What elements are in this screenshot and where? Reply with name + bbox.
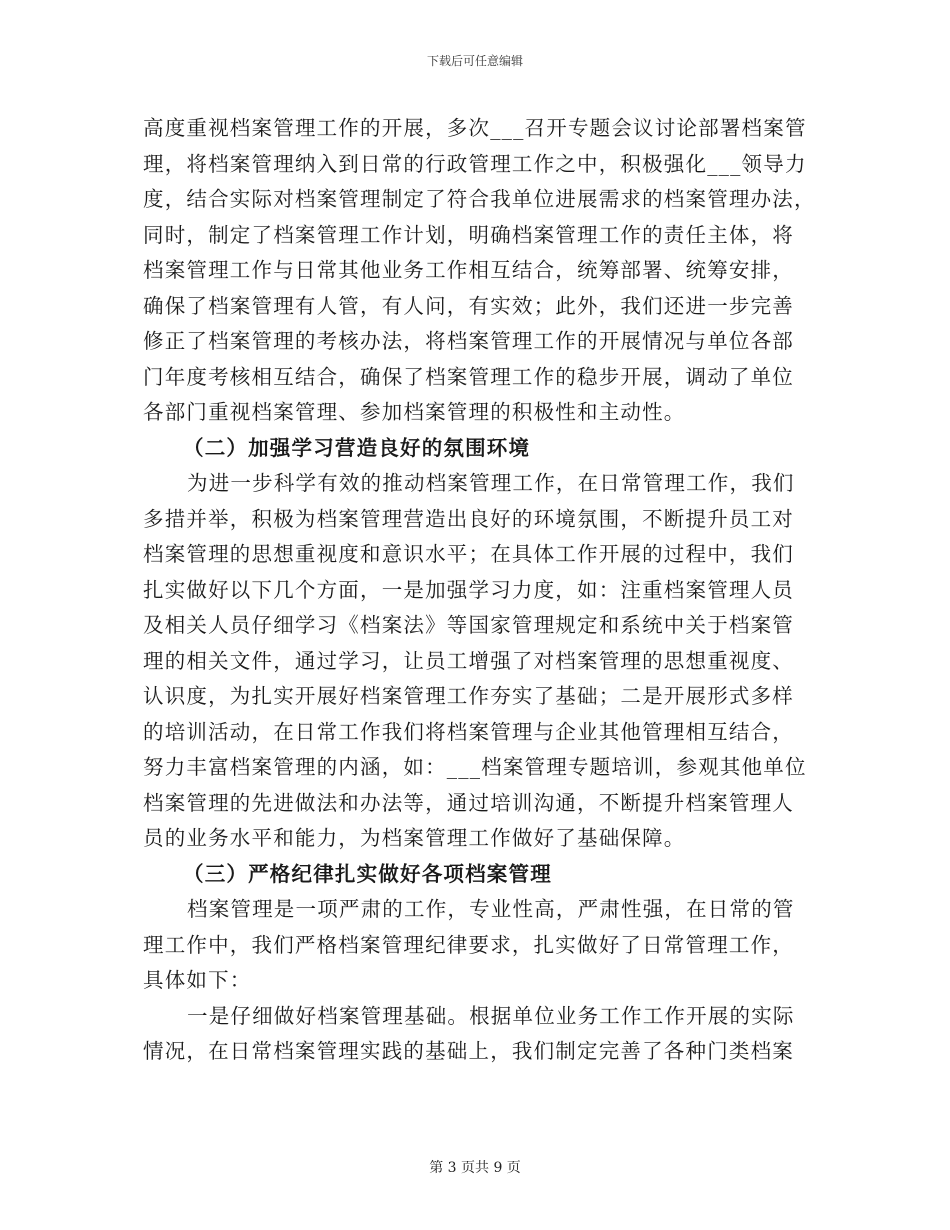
page-header-note: 下载后可任意编辑 <box>426 54 523 68</box>
paragraph-line: 扎实做好以下几个方面，一是加强学习力度，如：注重档案管理人员 <box>143 577 794 602</box>
paragraph-line: 具体如下： <box>143 968 252 992</box>
paragraph-line: 修正了档案管理的考核办法，将档案管理工作的开展情况与单位各部 <box>143 329 794 353</box>
paragraph-line: 为进一步科学有效的推动档案管理工作，在日常管理工作，我们 <box>187 471 795 495</box>
paragraph-line: 档案管理的思想重视度和意识水平；在具体工作开展的过程中，我们 <box>143 542 794 566</box>
paragraph-line: 同时，制定了档案管理工作计划，明确档案管理工作的责任主体，将 <box>143 222 794 247</box>
paragraph-line: 档案管理工作与日常其他业务工作相互结合，统筹部署、统筹安排， <box>143 258 794 282</box>
paragraph-line: 各部门重视档案管理、参加档案管理的积极性和主动性。 <box>143 400 686 424</box>
paragraph-line: 员的业务水平和能力，为档案管理工作做好了基础保障。 <box>143 826 686 850</box>
paragraph-line: 确保了档案管理有人管，有人问，有实效；此外，我们还进一步完善 <box>143 293 794 318</box>
paragraph-line: 档案管理的先进做法和办法等，通过培训沟通，不断提升档案管理人 <box>143 790 794 815</box>
paragraph-line: 努力丰富档案管理的内涵，如：___档案管理专题培训，参观其他单位 <box>143 755 807 779</box>
paragraph-line: 高度重视档案管理工作的开展，多次___召开专题会议讨论部署档案管 <box>143 116 807 140</box>
paragraph-line: 及相关人员仔细学习《档案法》等国家管理规定和系统中关于档案管 <box>143 613 794 637</box>
paragraph-line: 理，将档案管理纳入到日常的行政管理工作之中，积极强化___领导力 <box>143 151 807 176</box>
paragraph-line: 认识度，为扎实开展好档案管理工作夯实了基础；二是开展形式多样 <box>143 684 794 708</box>
paragraph-line: 理工作中，我们严格档案管理纪律要求，扎实做好了日常管理工作， <box>143 932 794 957</box>
paragraph-line: 多措并举，积极为档案管理营造出良好的环境氛围，不断提升员工对 <box>143 506 794 531</box>
paragraph-line: 门年度考核相互结合，确保了档案管理工作的稳步开展，调动了单位 <box>143 364 794 389</box>
paragraph-line: 一是仔细做好档案管理基础。根据单位业务工作工作开展的实际 <box>187 1003 795 1028</box>
page-footer-number: 第 3 页共 9 页 <box>429 1160 521 1176</box>
paragraph-line: 理的相关文件，通过学习，让员工增强了对档案管理的思想重视度、 <box>143 648 794 673</box>
section-heading: （二）加强学习营造良好的氛围环境 <box>183 435 531 460</box>
paragraph-line: 情况，在日常档案管理实践的基础上，我们制定完善了各种门类档案 <box>143 1039 794 1063</box>
document-body <box>143 114 816 1073</box>
paragraph-line: 度，结合实际对档案管理制定了符合我单位进展需求的档案管理办法， <box>143 187 816 211</box>
paragraph-line: 档案管理是一项严肃的工作，专业性高，严肃性强，在日常的管 <box>187 897 795 921</box>
paragraph-line: 的培训活动，在日常工作我们将档案管理与企业其他管理相互结合， <box>143 719 794 744</box>
section-heading: （三）严格纪律扎实做好各项档案管理 <box>183 861 552 886</box>
